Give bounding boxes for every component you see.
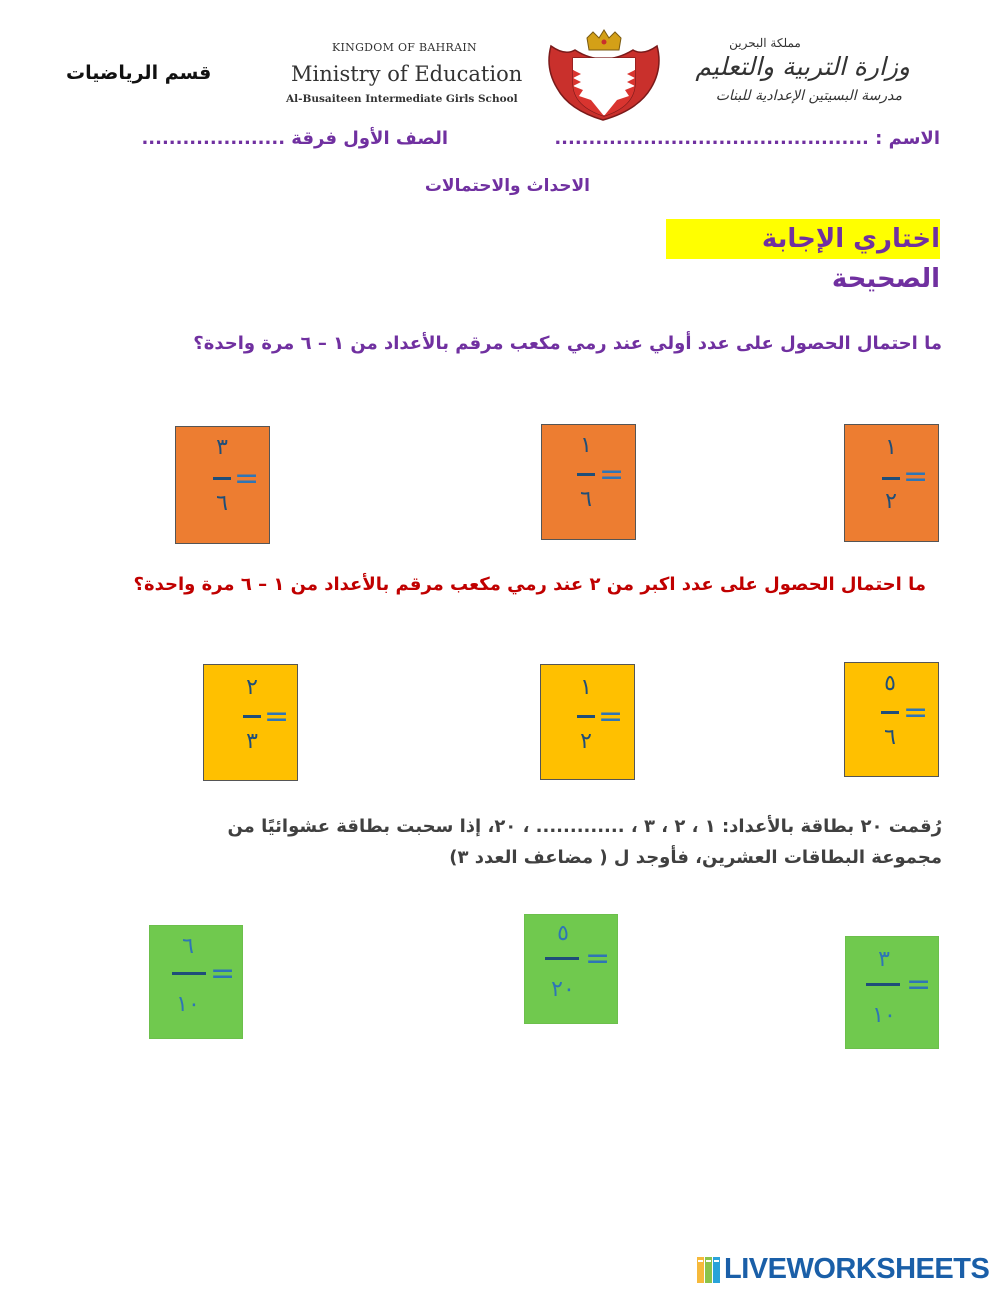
department-label: قسم الرياضيات bbox=[66, 62, 212, 84]
q3-option-2[interactable] bbox=[524, 914, 618, 1024]
numerator: ٥ bbox=[557, 921, 569, 946]
denominator: ٢ bbox=[580, 729, 592, 754]
topic-title: الاحداث والاحتمالات bbox=[424, 176, 590, 196]
fraction-bar bbox=[243, 715, 261, 718]
kingdom-ar: مملكة البحرين bbox=[729, 36, 801, 50]
fraction-bar bbox=[172, 972, 206, 975]
student-class-field[interactable]: الصف الأول فرقة ..................... bbox=[141, 128, 448, 149]
student-name-field[interactable]: الاسم : .............................................. bbox=[554, 128, 940, 149]
equals-sign: = bbox=[585, 941, 611, 976]
fraction-bar bbox=[577, 715, 595, 718]
numerator: ١ bbox=[580, 675, 592, 700]
denominator: ١٠ bbox=[872, 1003, 896, 1028]
question-2-text: ما احتمال الحصول على عدد اكبر من ٢ عند رمي مكعب مرقم بالأعداد من ١ – ٦ مرة واحدة؟ bbox=[133, 574, 926, 595]
fraction-bar bbox=[882, 477, 900, 480]
question-1-text: ما احتمال الحصول على عدد أولي عند رمي مكعب مرقم بالأعداد من ١ – ٦ مرة واحدة؟ bbox=[193, 333, 942, 354]
q3-option-1[interactable] bbox=[845, 936, 939, 1049]
question-3-line-2: مجموعة البطاقات العشرين، فأوجد ل ( مضاعف العدد ٣) bbox=[449, 847, 942, 868]
numerator: ١ bbox=[580, 433, 592, 458]
bahrain-emblem-icon bbox=[543, 28, 665, 128]
ministry-ar: وزارة التربية والتعليم bbox=[695, 52, 910, 81]
denominator: ٣ bbox=[246, 729, 258, 754]
question-3-line-1: رُقمت ٢٠ بطاقة بالأعداد: ١ ، ٢ ، ٣ ، ............. ، ٢٠، إذا سحبت بطاقة عشوائيًا من bbox=[227, 816, 942, 837]
equals-sign: = bbox=[598, 699, 624, 734]
fraction-bar bbox=[213, 477, 231, 480]
q2-option-2[interactable] bbox=[540, 664, 635, 780]
numerator: ٣ bbox=[216, 435, 228, 460]
liveworksheets-brand[interactable]: LIVEWORKSHEETS bbox=[724, 1253, 990, 1285]
denominator: ٢٠ bbox=[551, 977, 575, 1002]
liveworksheets-logo-icon bbox=[697, 1257, 721, 1283]
q1-option-2[interactable] bbox=[541, 424, 636, 540]
fraction-bar bbox=[577, 473, 595, 476]
q1-option-1[interactable] bbox=[844, 424, 939, 542]
ministry-en: Ministry of Education bbox=[291, 62, 523, 86]
equals-sign: = bbox=[210, 956, 236, 991]
instruction-heading: اختاري الإجابة الصحيحة bbox=[666, 219, 940, 259]
denominator: ٦ bbox=[884, 725, 896, 750]
numerator: ١ bbox=[885, 435, 897, 460]
school-en: Al-Busaiteen Intermediate Girls School bbox=[286, 93, 518, 105]
denominator: ٦ bbox=[216, 491, 228, 516]
denominator: ٦ bbox=[580, 487, 592, 512]
equals-sign: = bbox=[903, 459, 929, 494]
denominator: ١٠ bbox=[176, 992, 200, 1017]
kingdom-en: KINGDOM OF BAHRAIN bbox=[332, 41, 477, 54]
fraction-bar bbox=[866, 983, 900, 986]
denominator: ٢ bbox=[885, 489, 897, 514]
equals-sign: = bbox=[234, 461, 260, 496]
numerator: ٢ bbox=[246, 675, 258, 700]
fraction-bar bbox=[881, 711, 899, 714]
numerator: ٥ bbox=[884, 671, 896, 696]
equals-sign: = bbox=[903, 695, 929, 730]
equals-sign: = bbox=[906, 967, 932, 1002]
fraction-bar bbox=[545, 957, 579, 960]
numerator: ٦ bbox=[182, 934, 194, 959]
question-3-text bbox=[120, 811, 942, 873]
equals-sign: = bbox=[264, 699, 290, 734]
q1-option-3[interactable] bbox=[175, 426, 270, 544]
q3-option-3[interactable] bbox=[149, 925, 243, 1039]
q2-option-1[interactable] bbox=[844, 662, 939, 777]
q2-option-3[interactable] bbox=[203, 664, 298, 781]
equals-sign: = bbox=[599, 457, 625, 492]
numerator: ٣ bbox=[878, 947, 890, 972]
school-ar: مدرسة البسيتين الإعدادية للبنات bbox=[715, 88, 902, 104]
